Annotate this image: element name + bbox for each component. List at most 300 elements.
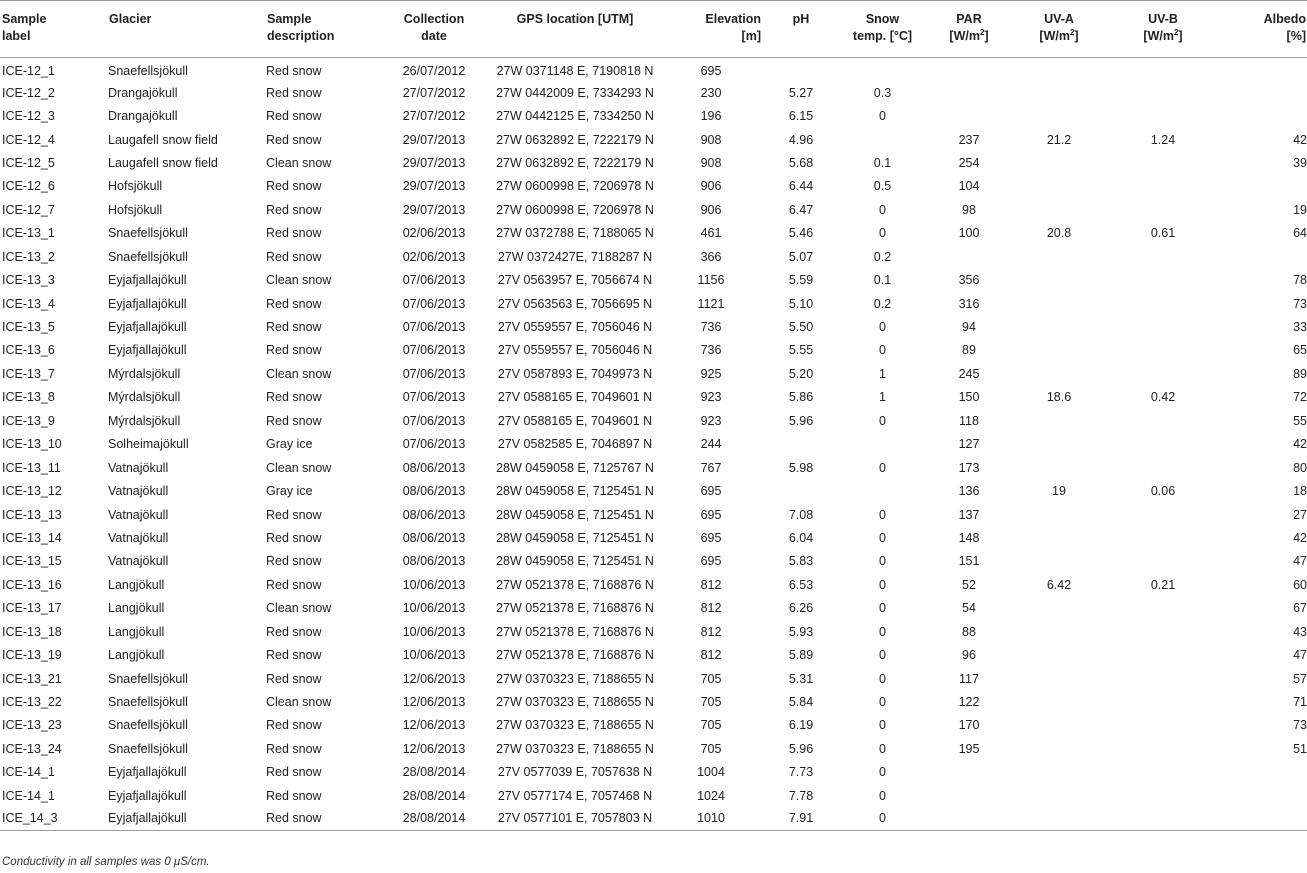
cell-snow-temp: 0 (879, 648, 886, 663)
cell-albedo: 27 (1293, 507, 1307, 522)
cell-uv-b: 1.24 (1150, 132, 1176, 147)
header-ph: pH (762, 1, 840, 58)
table-row (0, 479, 1307, 502)
cell-uv-a (1013, 175, 1105, 198)
cell-sample-description: Clean snow (266, 273, 332, 288)
cell-albedo: 73 (1293, 296, 1307, 311)
cell-collection-date: 29/07/2013 (402, 155, 466, 170)
cell-elevation: 1010 (660, 808, 762, 831)
cell-albedo (1221, 808, 1307, 831)
cell-ph: 5.55 (788, 343, 814, 358)
cell-glacier: Snaefellsjökull (108, 695, 188, 710)
cell-sample-description: Red snow (266, 249, 322, 264)
cell-elevation: 695 (700, 64, 722, 79)
cell-glacier: Vatnajökull (108, 554, 169, 569)
cell-uv-b (1105, 667, 1221, 690)
cell-glacier: Mýrdalsjökull (108, 390, 181, 405)
cell-albedo: 47 (1293, 648, 1307, 663)
cell-par: 237 (958, 132, 980, 147)
cell-uv-a (1013, 620, 1105, 643)
cell-uv-b (1105, 597, 1221, 620)
cell-uv-a (1013, 81, 1105, 104)
cell-sample-description: Gray ice (266, 437, 313, 452)
table-row (0, 409, 1307, 432)
cell-snow-temp: 0.1 (873, 155, 892, 170)
cell-uv-a (1013, 268, 1105, 291)
cell-sample-label: ICE-13_9 (2, 413, 55, 428)
cell-albedo: 67 (1293, 601, 1307, 616)
table-row (0, 81, 1307, 104)
cell-uv-a: 19 (1052, 484, 1066, 499)
cell-par: 52 (962, 577, 976, 592)
cell-uv-b (1105, 362, 1221, 385)
cell-sample-label: ICE-13_24 (2, 741, 62, 756)
cell-ph: 5.93 (788, 624, 814, 639)
cell-collection-date: 12/06/2013 (402, 741, 466, 756)
cell-collection-date: 07/06/2013 (402, 320, 466, 335)
cell-sample-description: Clean snow (266, 366, 332, 381)
table-row (0, 58, 1307, 81)
cell-snow-temp: 0 (879, 601, 886, 616)
cell-par (925, 81, 1013, 104)
cell-albedo (1221, 784, 1307, 807)
table-row (0, 222, 1307, 245)
cell-uv-b (1105, 643, 1221, 666)
header-row (0, 1, 1307, 58)
cell-collection-date: 10/06/2013 (402, 624, 466, 639)
cell-snow-temp: 0 (879, 530, 886, 545)
cell-ph: 5.96 (788, 413, 814, 428)
cell-uv-b: 0.42 (1150, 390, 1176, 405)
cell-collection-date: 10/06/2013 (402, 648, 466, 663)
cell-gps-location: 27V 0563957 E, 7056674 N (497, 273, 653, 288)
cell-elevation: 812 (700, 624, 722, 639)
cell-uv-b (1105, 151, 1221, 174)
cell-sample-description: Red snow (266, 554, 322, 569)
cell-albedo (1221, 245, 1307, 268)
cell-sample-label: ICE-13_16 (2, 577, 62, 592)
cell-gps-location: 28W 0459058 E, 7125451 N (496, 530, 654, 545)
cell-glacier: Mýrdalsjökull (108, 413, 181, 428)
cell-albedo: 39 (1293, 155, 1307, 170)
cell-uv-b (1105, 784, 1221, 807)
cell-sample-description: Red snow (266, 413, 322, 428)
table-row (0, 597, 1307, 620)
table-row (0, 573, 1307, 596)
cell-sample-label: ICE-12_1 (2, 64, 55, 79)
cell-albedo: 42 (1293, 437, 1307, 452)
cell-elevation: 705 (700, 718, 722, 733)
cell-albedo: 47 (1293, 554, 1307, 569)
cell-glacier: Solheimajökull (108, 437, 189, 452)
cell-uv-a (1013, 151, 1105, 174)
cell-par: 88 (962, 624, 976, 639)
cell-sample-description: Clean snow (266, 460, 332, 475)
cell-snow-temp: 0 (879, 788, 886, 803)
table-header (0, 1, 1307, 58)
cell-sample-label: ICE-13_17 (2, 601, 62, 616)
cell-par (925, 58, 1013, 81)
table-row (0, 292, 1307, 315)
cell-gps-location: 27W 0370323 E, 7188655 N (496, 718, 654, 733)
cell-sample-description: Red snow (266, 648, 322, 663)
cell-gps-location: 27W 0632892 E, 7222179 N (496, 132, 654, 147)
cell-sample-label: ICE-13_14 (2, 530, 62, 545)
cell-glacier: Laugafell snow field (108, 155, 218, 170)
cell-gps-location: 28W 0459058 E, 7125451 N (496, 554, 654, 569)
cell-albedo: 64 (1293, 226, 1307, 241)
cell-par: 117 (959, 671, 979, 686)
cell-glacier: Eyjafjallajökull (108, 765, 187, 780)
cell-ph: 5.83 (788, 554, 814, 569)
cell-sample-description: Red snow (266, 788, 322, 803)
cell-elevation: 908 (700, 132, 722, 147)
table-row (0, 315, 1307, 338)
cell-albedo: 33 (1293, 320, 1307, 335)
cell-sample-description: Red snow (266, 320, 322, 335)
cell-snow-temp: 0 (879, 320, 886, 335)
cell-par (925, 761, 1013, 784)
table-row (0, 386, 1307, 409)
cell-uv-b (1105, 292, 1221, 315)
cell-uv-b (1105, 620, 1221, 643)
cell-par: 96 (962, 648, 976, 663)
table-body (0, 58, 1307, 831)
header-par: PAR $[W/m^2]$ (925, 1, 1013, 58)
cell-sample-label: ICE-13_21 (2, 671, 62, 686)
table-row (0, 128, 1307, 151)
cell-albedo: 73 (1293, 718, 1307, 733)
cell-ph: 7.78 (788, 788, 814, 803)
cell-collection-date: 08/06/2013 (402, 460, 466, 475)
cell-uv-b (1105, 737, 1221, 760)
cell-ph: 6.26 (788, 601, 814, 616)
cell-uv-b: 0.61 (1150, 226, 1176, 241)
table-row (0, 503, 1307, 526)
cell-par: 54 (962, 601, 976, 616)
cell-snow-temp: 0 (879, 624, 886, 639)
cell-gps-location: 27W 0442009 E, 7334293 N (496, 85, 654, 100)
cell-ph: 5.59 (788, 273, 814, 288)
table-row (0, 808, 1307, 831)
cell-elevation: 812 (700, 648, 722, 663)
cell-glacier: Mýrdalsjökull (108, 366, 181, 381)
cell-collection-date: 02/06/2013 (402, 249, 466, 264)
cell-collection-date: 29/07/2013 (402, 179, 466, 194)
cell-uv-a (1013, 690, 1105, 713)
cell-gps-location: 27W 0521378 E, 7168876 N (496, 577, 654, 592)
cell-albedo: 43 (1293, 624, 1307, 639)
cell-sample-label: ICE-14_1 (2, 788, 55, 803)
cell-sample-label: ICE-13_18 (2, 624, 62, 639)
cell-snow-temp: 0 (879, 507, 886, 522)
cell-gps-location: 27V 0559557 E, 7056046 N (497, 320, 653, 335)
cell-sample-label: ICE-13_10 (2, 437, 62, 452)
cell-albedo: 71 (1293, 695, 1307, 710)
cell-uv-a (1013, 433, 1105, 456)
cell-snow-temp: 0 (879, 695, 886, 710)
cell-ph: 5.96 (788, 741, 814, 756)
cell-albedo (1221, 175, 1307, 198)
cell-uv-b (1105, 503, 1221, 526)
cell-collection-date: 08/06/2013 (402, 484, 466, 499)
cell-elevation: 695 (700, 530, 722, 545)
cell-elevation: 1004 (697, 765, 725, 780)
cell-glacier: Snaefellsjökull (108, 718, 188, 733)
cell-collection-date: 07/06/2013 (402, 296, 466, 311)
cell-gps-location: 27W 0521378 E, 7168876 N (496, 648, 654, 663)
table-row (0, 550, 1307, 573)
cell-ph: 6.44 (788, 179, 814, 194)
cell-sample-description: Clean snow (266, 155, 332, 170)
cell-collection-date: 28/08/2014 (378, 808, 490, 831)
cell-ph: 5.84 (788, 695, 814, 710)
cell-elevation: 923 (700, 413, 722, 428)
cell-glacier: Snaefellsjökull (108, 64, 188, 79)
cell-ph: 5.07 (788, 249, 814, 264)
cell-uv-a (1013, 761, 1105, 784)
cell-snow-temp: 0.2 (873, 296, 892, 311)
cell-sample-label: ICE-13_1 (2, 226, 55, 241)
cell-sample-label: ICE-13_11 (2, 460, 61, 475)
cell-uv-b (1105, 550, 1221, 573)
cell-gps-location: 27V 0577101 E, 7057803 N (490, 808, 660, 831)
cell-gps-location: 27W 0370323 E, 7188655 N (496, 671, 654, 686)
cell-snow-temp: 0 (879, 460, 886, 475)
cell-collection-date: 12/06/2013 (402, 671, 466, 686)
cell-glacier: Vatnajökull (108, 530, 169, 545)
cell-glacier: Vatnajökull (108, 460, 169, 475)
cell-sample-label: ICE_14_3 (0, 808, 108, 831)
cell-uv-a (1013, 292, 1105, 315)
cell-snow-temp: 0.5 (873, 179, 892, 194)
cell-par (925, 104, 1013, 127)
cell-ph: 5.86 (788, 390, 814, 405)
cell-glacier: Eyjafjallajökull (108, 273, 187, 288)
cell-uv-b (1105, 714, 1221, 737)
header-uv-b: UV-B $[W/m^2]$ (1105, 1, 1221, 58)
cell-elevation: 906 (700, 202, 722, 217)
cell-elevation: 230 (700, 85, 722, 100)
cell-sample-description: Red snow (266, 202, 322, 217)
cell-glacier: Hofsjökull (108, 202, 163, 217)
cell-par: 136 (958, 484, 980, 499)
cell-snow-temp: 0 (879, 226, 886, 241)
cell-ph: 5.50 (788, 320, 814, 335)
cell-elevation: 461 (700, 226, 722, 241)
cell-uv-a: 20.8 (1046, 226, 1072, 241)
cell-snow-temp (840, 128, 925, 151)
cell-uv-b (1105, 761, 1221, 784)
cell-gps-location: 27W 0600998 E, 7206978 N (496, 202, 654, 217)
cell-sample-description: Red snow (266, 226, 322, 241)
cell-elevation: 705 (700, 671, 722, 686)
cell-uv-b (1105, 81, 1221, 104)
cell-sample-label: ICE-13_4 (2, 296, 55, 311)
cell-ph: 5.10 (788, 296, 814, 311)
cell-sample-description: Red snow (266, 765, 322, 780)
cell-collection-date: 29/07/2013 (402, 202, 466, 217)
table-row (0, 245, 1307, 268)
cell-collection-date: 07/06/2013 (402, 437, 466, 452)
cell-sample-description: Clean snow (266, 695, 332, 710)
cell-uv-a (1013, 597, 1105, 620)
table-row (0, 151, 1307, 174)
cell-snow-temp: 0 (879, 741, 886, 756)
cell-snow-temp: 0 (879, 343, 886, 358)
cell-par: 98 (962, 202, 976, 217)
cell-elevation: 767 (700, 460, 722, 475)
cell-snow-temp: 0 (879, 202, 886, 217)
cell-sample-label: ICE-14_1 (2, 765, 55, 780)
header-snow-temp: Snow temp. [°C] (840, 1, 925, 58)
cell-par: 170 (958, 718, 980, 733)
cell-albedo (1221, 81, 1307, 104)
cell-sample-label: ICE-13_7 (2, 366, 55, 381)
cell-collection-date: 07/06/2013 (402, 273, 466, 288)
cell-elevation: 736 (700, 320, 722, 335)
cell-collection-date: 07/06/2013 (402, 413, 466, 428)
cell-uv-b (1105, 268, 1221, 291)
cell-sample-label: ICE-13_6 (2, 343, 55, 358)
cell-ph (762, 433, 840, 456)
cell-sample-description: Red snow (266, 741, 322, 756)
cell-elevation: 244 (700, 437, 722, 452)
cell-snow-temp: 0 (879, 718, 886, 733)
cell-sample-description: Red snow (266, 64, 322, 79)
cell-uv-a (1013, 643, 1105, 666)
cell-uv-a (1013, 550, 1105, 573)
cell-elevation: 1156 (697, 273, 725, 288)
cell-par: 316 (958, 296, 980, 311)
cell-uv-a (1013, 737, 1105, 760)
cell-par (925, 808, 1013, 831)
cell-sample-description: Red snow (266, 808, 378, 831)
cell-uv-b (1105, 245, 1221, 268)
cell-gps-location: 27W 0442125 E, 7334250 N (496, 109, 654, 124)
cell-ph: 6.53 (788, 577, 814, 592)
cell-gps-location: 27W 0372788 E, 7188065 N (496, 226, 654, 241)
cell-gps-location: 28W 0459058 E, 7125451 N (496, 484, 654, 499)
cell-ph: 6.04 (788, 530, 814, 545)
cell-sample-label: ICE-13_13 (2, 507, 62, 522)
cell-ph: 5.89 (788, 648, 814, 663)
header-albedo: Albedo [%] (1221, 1, 1307, 58)
cell-collection-date: 27/07/2012 (402, 109, 466, 124)
cell-sample-description: Red snow (266, 179, 322, 194)
cell-uv-a (1013, 409, 1105, 432)
cell-glacier: Eyjafjallajökull (108, 320, 187, 335)
cell-par: 122 (958, 695, 980, 710)
cell-uv-a (1013, 362, 1105, 385)
cell-ph: 6.47 (788, 202, 814, 217)
cell-collection-date: 08/06/2013 (402, 507, 466, 522)
cell-snow-temp (840, 479, 925, 502)
cell-par: 195 (958, 741, 980, 756)
cell-gps-location: 27V 0588165 E, 7049601 N (497, 413, 653, 428)
cell-collection-date: 28/08/2014 (402, 788, 466, 803)
table-row (0, 526, 1307, 549)
cell-albedo: 72 (1293, 390, 1307, 405)
cell-sample-description: Red snow (266, 507, 322, 522)
cell-ph: 7.73 (788, 765, 814, 780)
cell-glacier: Hofsjökull (108, 179, 163, 194)
cell-albedo: 19 (1293, 202, 1307, 217)
table-row (0, 690, 1307, 713)
cell-snow-temp: 0 (879, 413, 886, 428)
cell-collection-date: 08/06/2013 (402, 530, 466, 545)
cell-uv-b: 0.06 (1150, 484, 1176, 499)
cell-sample-description: Red snow (266, 85, 322, 100)
cell-albedo (1221, 58, 1307, 81)
cell-sample-description: Red snow (266, 718, 322, 733)
cell-ph: 5.20 (788, 366, 814, 381)
cell-elevation: 1024 (697, 788, 725, 803)
cell-par: 100 (958, 226, 980, 241)
cell-uv-a (1013, 198, 1105, 221)
cell-glacier: Snaefellsjökull (108, 671, 188, 686)
cell-sample-label: ICE-12_4 (2, 132, 55, 147)
cell-sample-description: Red snow (266, 671, 322, 686)
cell-sample-label: ICE-13_3 (2, 273, 55, 288)
cell-gps-location: 27W 0521378 E, 7168876 N (496, 624, 654, 639)
cell-ph: 4.96 (788, 132, 814, 147)
cell-elevation: 705 (700, 695, 722, 710)
header-elevation: Elevation [m] (660, 1, 762, 58)
cell-glacier: Langjökull (108, 601, 165, 616)
cell-elevation: 196 (700, 109, 722, 124)
cell-sample-label: ICE-13_22 (2, 695, 62, 710)
cell-glacier: Vatnajökull (108, 507, 169, 522)
cell-gps-location: 27V 0588165 E, 7049601 N (497, 390, 653, 405)
cell-uv-a (1013, 245, 1105, 268)
cell-elevation: 695 (700, 507, 722, 522)
cell-uv-a: 6.42 (1046, 577, 1072, 592)
cell-uv-a (1013, 315, 1105, 338)
cell-glacier: Langjökull (108, 648, 165, 663)
cell-uv-a (1013, 104, 1105, 127)
table-row (0, 175, 1307, 198)
cell-albedo: 18 (1293, 484, 1307, 499)
cell-elevation: 705 (700, 741, 722, 756)
cell-sample-description: Red snow (266, 109, 322, 124)
cell-glacier: Langjökull (108, 624, 165, 639)
cell-glacier: Drangajökull (108, 109, 178, 124)
cell-ph: 5.68 (788, 155, 814, 170)
cell-uv-b (1105, 456, 1221, 479)
cell-uv-a: 18.6 (1046, 390, 1072, 405)
cell-snow-temp: 0 (879, 671, 886, 686)
cell-ph (762, 58, 840, 81)
cell-snow-temp: 0 (879, 765, 886, 780)
cell-uv-b (1105, 339, 1221, 362)
table-row (0, 620, 1307, 643)
cell-gps-location: 27V 0563563 E, 7056695 N (497, 296, 653, 311)
cell-glacier: Eyjafjallajökull (108, 343, 187, 358)
cell-sample-description: Red snow (266, 624, 322, 639)
cell-uv-b (1105, 104, 1221, 127)
cell-par: 104 (958, 179, 980, 194)
table-footnote: Conductivity in all samples was 0 μS/cm. (2, 856, 210, 868)
cell-snow-temp: 0 (879, 109, 886, 124)
cell-uv-b (1105, 433, 1221, 456)
cell-uv-b (1105, 315, 1221, 338)
cell-elevation: 925 (700, 366, 722, 381)
cell-gps-location: 27W 0372427E, 7188287 N (497, 249, 653, 264)
cell-uv-b (1105, 175, 1221, 198)
table-row (0, 362, 1307, 385)
cell-collection-date: 26/07/2012 (402, 64, 466, 79)
